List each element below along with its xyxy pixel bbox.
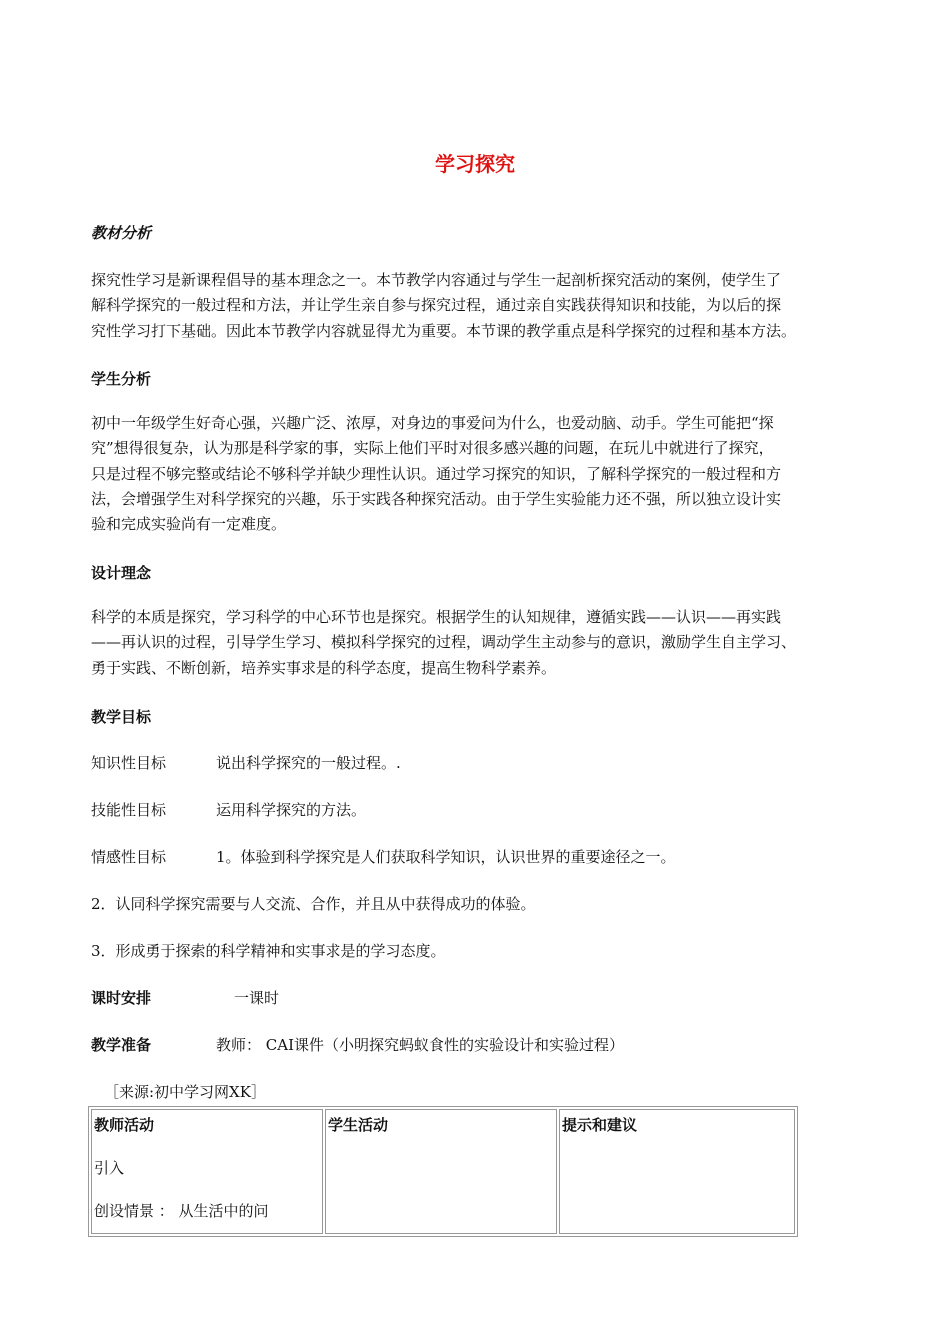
text-line: 解科学探究的一般过程和方法，并让学生亲自参与探究过程，通过亲自实践获得知识和技能，为以后的探: [91, 296, 782, 315]
goal-knowledge-label: 知识性目标: [91, 754, 167, 772]
heading-material: 教材分析: [91, 224, 152, 242]
text-line: ——再认识的过程，引导学生学习、模拟科学探究的过程，调动学生主动参与的意识，激励学生自主学习、: [91, 633, 797, 652]
goal-item-3: 3．形成勇于探索的科学精神和实事求是的学习态度。: [91, 942, 446, 960]
table-cell-tips: [559, 1109, 795, 1234]
column-header-student: 学生活动: [328, 1116, 389, 1134]
goal-item-2: 2．认同科学探究需要与人交流、合作，并且从中获得成功的体验。: [91, 895, 536, 913]
table-cell-student: [325, 1109, 557, 1234]
goal-knowledge-text: 说出科学探究的一般过程。.: [216, 754, 401, 772]
text-line: 究”想得很复杂，认为那是科学家的事，实际上他们平时对很多感兴趣的问题，在玩儿中就进行了探究，: [91, 439, 774, 458]
source-note: ［来源:初中学习网XK］: [104, 1083, 266, 1101]
heading-goals: 教学目标: [91, 708, 152, 726]
goal-skill-text: 运用科学探究的方法。: [216, 801, 367, 819]
schedule-value: 一课时: [234, 989, 280, 1007]
text-line: 探究性学习是新课程倡导的基本理念之一。本节教学内容通过与学生一起剖析探究活动的案例，使学生了: [91, 271, 782, 289]
text-line: 初中一年级学生好奇心强，兴趣广泛、浓厚，对身边的事爱问为什么，也爱动脑、动手。学生可能把“探: [91, 414, 774, 432]
text-line: 验和完成实验尚有一定难度。: [91, 515, 287, 534]
cell-text-scenario: 创设情景 ： 从生活中的问: [94, 1202, 269, 1220]
goal-emotion-label: 情感性目标: [91, 848, 167, 866]
text-line: 科学的本质是探究，学习科学的中心环节也是探究。根据学生的认知规律，遵循实践——认识——再实践: [91, 608, 782, 626]
text-line: 勇于实践、不断创新，培养实事求是的科学态度，提高生物科学素养。: [91, 658, 557, 677]
heading-design: 设计理念: [91, 564, 152, 582]
prep-label: 教学准备: [91, 1036, 152, 1054]
column-header-tips: 提示和建议: [562, 1116, 638, 1134]
page-title: 学习探究: [435, 152, 515, 176]
paragraph-material: [91, 268, 871, 344]
text-line: 法，会增强学生对科学探究的兴趣，乐于实践各种探究活动。由于学生实验能力还不强，所以独立设计实: [91, 489, 782, 508]
table-row: [91, 1109, 795, 1234]
heading-student: 学生分析: [91, 370, 152, 388]
activity-table: [88, 1106, 798, 1237]
cell-text-intro: 引入: [94, 1159, 125, 1177]
goal-skill-label: 技能性目标: [91, 801, 167, 819]
paragraph-design: [91, 605, 871, 681]
goal-emotion-text: 1。体验到科学探究是人们获取科学知识，认识世界的重要途径之一。: [216, 848, 676, 866]
prep-value: 教师： CAI课件（小明探究蚂蚁食性的实验设计和实验过程）: [216, 1036, 625, 1054]
text-line: 只是过程不够完整或结论不够科学并缺少理性认识。通过学习探究的知识，了解科学探究的一般过程和方: [91, 464, 782, 483]
schedule-label: 课时安排: [91, 989, 152, 1007]
paragraph-student: [91, 411, 871, 537]
column-header-teacher: 教师活动: [94, 1116, 155, 1134]
text-line: 究性学习打下基础。因此本节教学内容就显得尤为重要。本节课的教学重点是科学探究的过程和基本方法。: [91, 321, 797, 340]
table-cell-teacher: [91, 1109, 323, 1234]
